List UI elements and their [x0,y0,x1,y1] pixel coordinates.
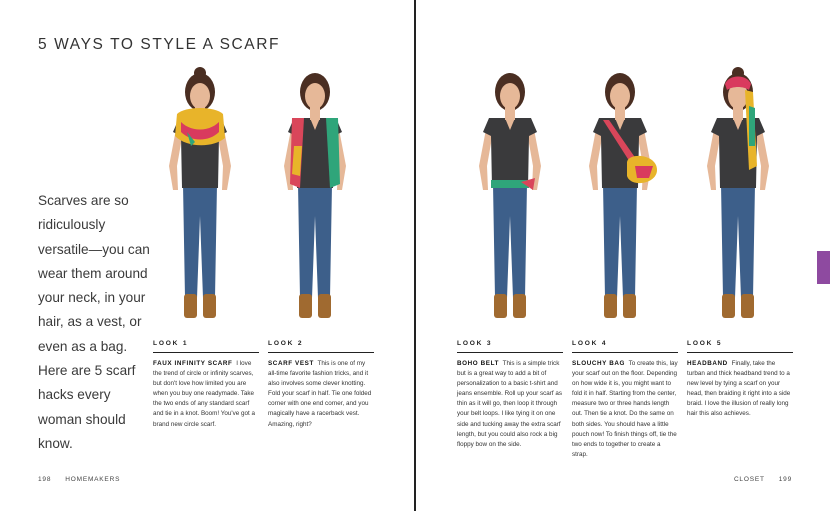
look-1-description: I love the trend of circle or infinity scarves, but don't love how limited you are when you buy one readymade. Take the two ends of any standard scarf and tie in a knot. Boom! You've got a brand new circle scarf. [153,360,256,428]
look-3-label: LOOK 3 [457,340,563,353]
look-5-description: Finally, take the turban and thick headband trend to a new level by tying a scarf on your head, then braiding it right into a side braid. I love the illusion of really long hair this also achieves. [687,360,791,418]
page-title: 5 WAYS TO STYLE A SCARF [38,36,281,53]
look-2-caption [268,340,374,430]
look-2-description: This is one of my all-time favorite fashion tricks, and it also involves some clever knotting. Fold your scarf in half. Tie one folded corner with one end corner, and you magically have a racerback vest. Amazing, right? [268,360,372,428]
look-4-label: LOOK 4 [572,340,678,353]
look-4-description: To create this, lay your scarf out on the floor. Depending on how wide it is, you might want to fold it in half. Starting from the center, measure two or three hands length out. Then tie a knot. Do the same on both sides. You should have a little pouch now! To finish things off, tie the two ends to together to create a strap. [572,360,678,458]
look-3-description: This is a simple trick but is a great way to add a bit of personalization to a basic t-shirt and jeans ensemble. Roll up your scarf as thin as it will go, then loop it through your belt loops. I like tying it on one side and tucking away the extra scarf length, but you could also rock a big floppy bow on the side. [457,360,562,448]
look-4-caption [572,340,678,460]
look-3-name: BOHO BELT [457,360,500,367]
page-number-left: 198 [38,476,52,483]
section-name-right: CLOSET [733,476,765,483]
look-5-caption [687,340,793,420]
section-name-left: HOMEMAKERS [65,476,121,483]
look-3-photo [465,66,555,336]
intro-text: Scarves are so ridiculously versatile—you can wear them around your neck, in your hair, as a vest, or even as a bag. Here are 5 scarf hacks every woman should know. [38,193,150,451]
book-spine [414,0,416,511]
look-5-name: HEADBAND [687,360,728,367]
look-3-caption [457,340,563,450]
look-2-name: SCARF VEST [268,360,314,367]
section-tab [817,251,830,284]
look-1-caption [153,340,259,430]
folio-left [38,476,120,483]
look-1-name: FAUX INFINITY SCARF [153,360,233,367]
look-4-name: SLOUCHY BAG [572,360,626,367]
look-1-photo [155,66,245,336]
look-5-photo [693,66,783,336]
look-2-label: LOOK 2 [268,340,374,353]
look-5-label: LOOK 5 [687,340,793,353]
look-1-label: LOOK 1 [153,340,259,353]
look-2-photo [270,66,360,336]
page-number-right: 199 [778,476,792,483]
look-4-photo [575,66,665,336]
folio-right [734,476,792,483]
